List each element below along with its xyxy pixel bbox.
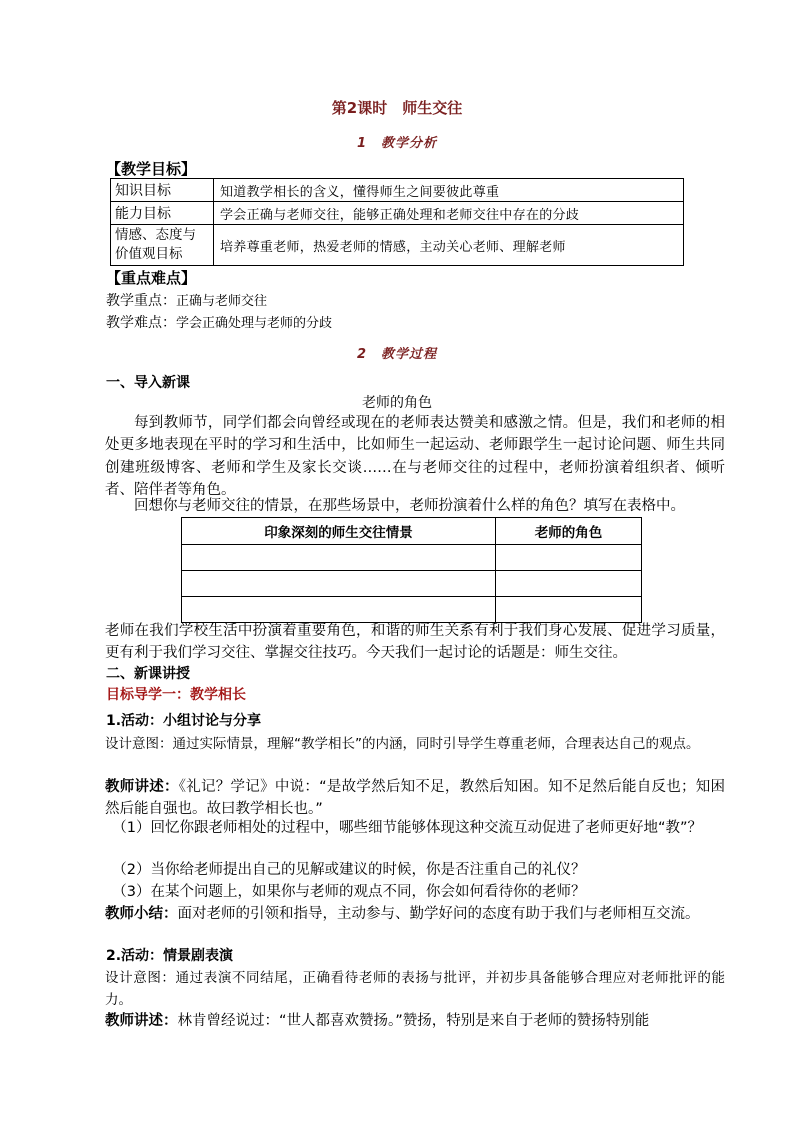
table-cell[interactable] (495, 571, 641, 597)
activity1-heading: 1.活动：小组讨论与分享 (106, 713, 262, 729)
part1-heading: 一、导入新课 (106, 375, 190, 391)
reflection-prompt: 回想你与老师交往的情景，在那些场景中，老师扮演着什么样的角色？填写在表格中。 (134, 498, 685, 514)
question-3: （3）在某个问题上，如果你与老师的观点不同，你会如何看待你的老师？ (112, 884, 586, 900)
question-1: （1）回忆你跟老师相处的过程中，哪些细节能够体现这种交流互动促进了老师更好地“教”？ (112, 820, 702, 836)
summary-label: 教师小结： (105, 906, 178, 922)
intro-paragraph: 每到教师节，同学们都会向曾经或现在的老师表达赞美和感激之情。但是，我们和老师的相处更多地表现在平时的学习和生活中，比如师生一起运动、老师跟学生一起讨论问题、师生共同创建班级博客、老师和学生及家长交谈……在与老师交往的过程中，老师扮演着组织者、倾听者、陪伴者等角色。 (105, 415, 725, 498)
scene-table (181, 517, 642, 623)
teacher-says-2 (105, 1010, 725, 1032)
section-teaching-analysis: 1 教学分析 (356, 136, 438, 151)
table-row (111, 202, 684, 225)
difficulty-line (106, 312, 332, 332)
key-point-label: 教学重点： (106, 293, 176, 309)
goal-key: 能力目标 (111, 202, 214, 225)
transition-paragraph: 老师在我们学校生活中扮演着重要角色，和谐的师生关系有利于我们身心发展、促进学习质量，更有利于我们学习交往、掌握交往技巧。今天我们一起讨论的话题是：师生交往。 (105, 623, 725, 662)
teacher-says-text: 《礼记？学记》中说：“是故学然后知不足，教然后知困。知不足然后能自反也；知困然后能自强也。故曰教学相长也。” (105, 779, 725, 818)
goal-value: 学会正确与老师交往，能够正确处理和老师交往中存在的分歧 (214, 202, 684, 225)
goal1-heading: 目标导学一：教学相长 (106, 687, 246, 703)
part2-heading: 二、新课讲授 (106, 666, 190, 682)
table-row (182, 571, 642, 597)
section-teaching-process: 2 教学过程 (356, 347, 438, 362)
summary-text: 面对老师的引领和指导，主动参与、勤学好问的态度有助于我们与老师相互交流。 (177, 906, 700, 922)
goal-value: 培养尊重老师，热爱老师的情感，主动关心老师、理解老师 (214, 225, 684, 266)
column-header: 老师的角色 (495, 518, 641, 545)
design-intent-1: 设计意图：通过实际情景，理解“教学相长”的内涵，同时引导学生尊重老师，合理表达自己的观点。 (105, 736, 700, 752)
goals-table (110, 178, 684, 266)
table-cell[interactable] (182, 597, 496, 623)
table-cell[interactable] (495, 597, 641, 623)
table-cell[interactable] (182, 545, 496, 571)
table-cell[interactable] (182, 571, 496, 597)
goal-value: 知道教学相长的含义，懂得师生之间要彼此尊重 (214, 179, 684, 202)
teacher-summary (105, 903, 725, 925)
part1-subtitle: 老师的角色 (362, 395, 432, 411)
difficulty-text: 学会正确处理与老师的分歧 (176, 316, 333, 331)
goal-key: 知识目标 (111, 179, 214, 202)
key-point-line (106, 290, 267, 310)
design-intent-2: 设计意图：通过表演不同结尾，正确看待老师的表扬与批评，并初步具备能够合理应对老师批评的能力。 (105, 970, 725, 1009)
key-point-text: 正确与老师交往 (176, 294, 268, 309)
teacher-says-1 (105, 776, 725, 821)
column-header: 印象深刻的师生交往情景 (182, 518, 496, 545)
goal-key: 情感、态度与价值观目标 (111, 225, 214, 266)
table-row (182, 545, 642, 571)
teacher-says-text: 林肯曾经说过：“世人都喜欢赞扬。”赞扬，特别是来自于老师的赞扬特别能 (177, 1013, 650, 1029)
teacher-says-label: 教师讲述： (105, 779, 179, 795)
table-row (182, 597, 642, 623)
table-row (111, 225, 684, 266)
keypoints-heading: 【重点难点】 (106, 269, 197, 287)
table-cell[interactable] (495, 545, 641, 571)
difficulty-label: 教学难点： (106, 315, 176, 331)
question-2: （2）当你给老师提出自己的见解或建议的时候，你是否注重自己的礼仪？ (112, 862, 586, 878)
goals-heading: 【教学目标】 (106, 160, 197, 178)
table-row (111, 179, 684, 202)
teacher-says-label: 教师讲述： (105, 1013, 178, 1029)
activity2-heading: 2.活动：情景剧表演 (106, 948, 234, 964)
table-header-row (182, 518, 642, 545)
lesson-title: 第2课时 师生交往 (331, 99, 463, 117)
